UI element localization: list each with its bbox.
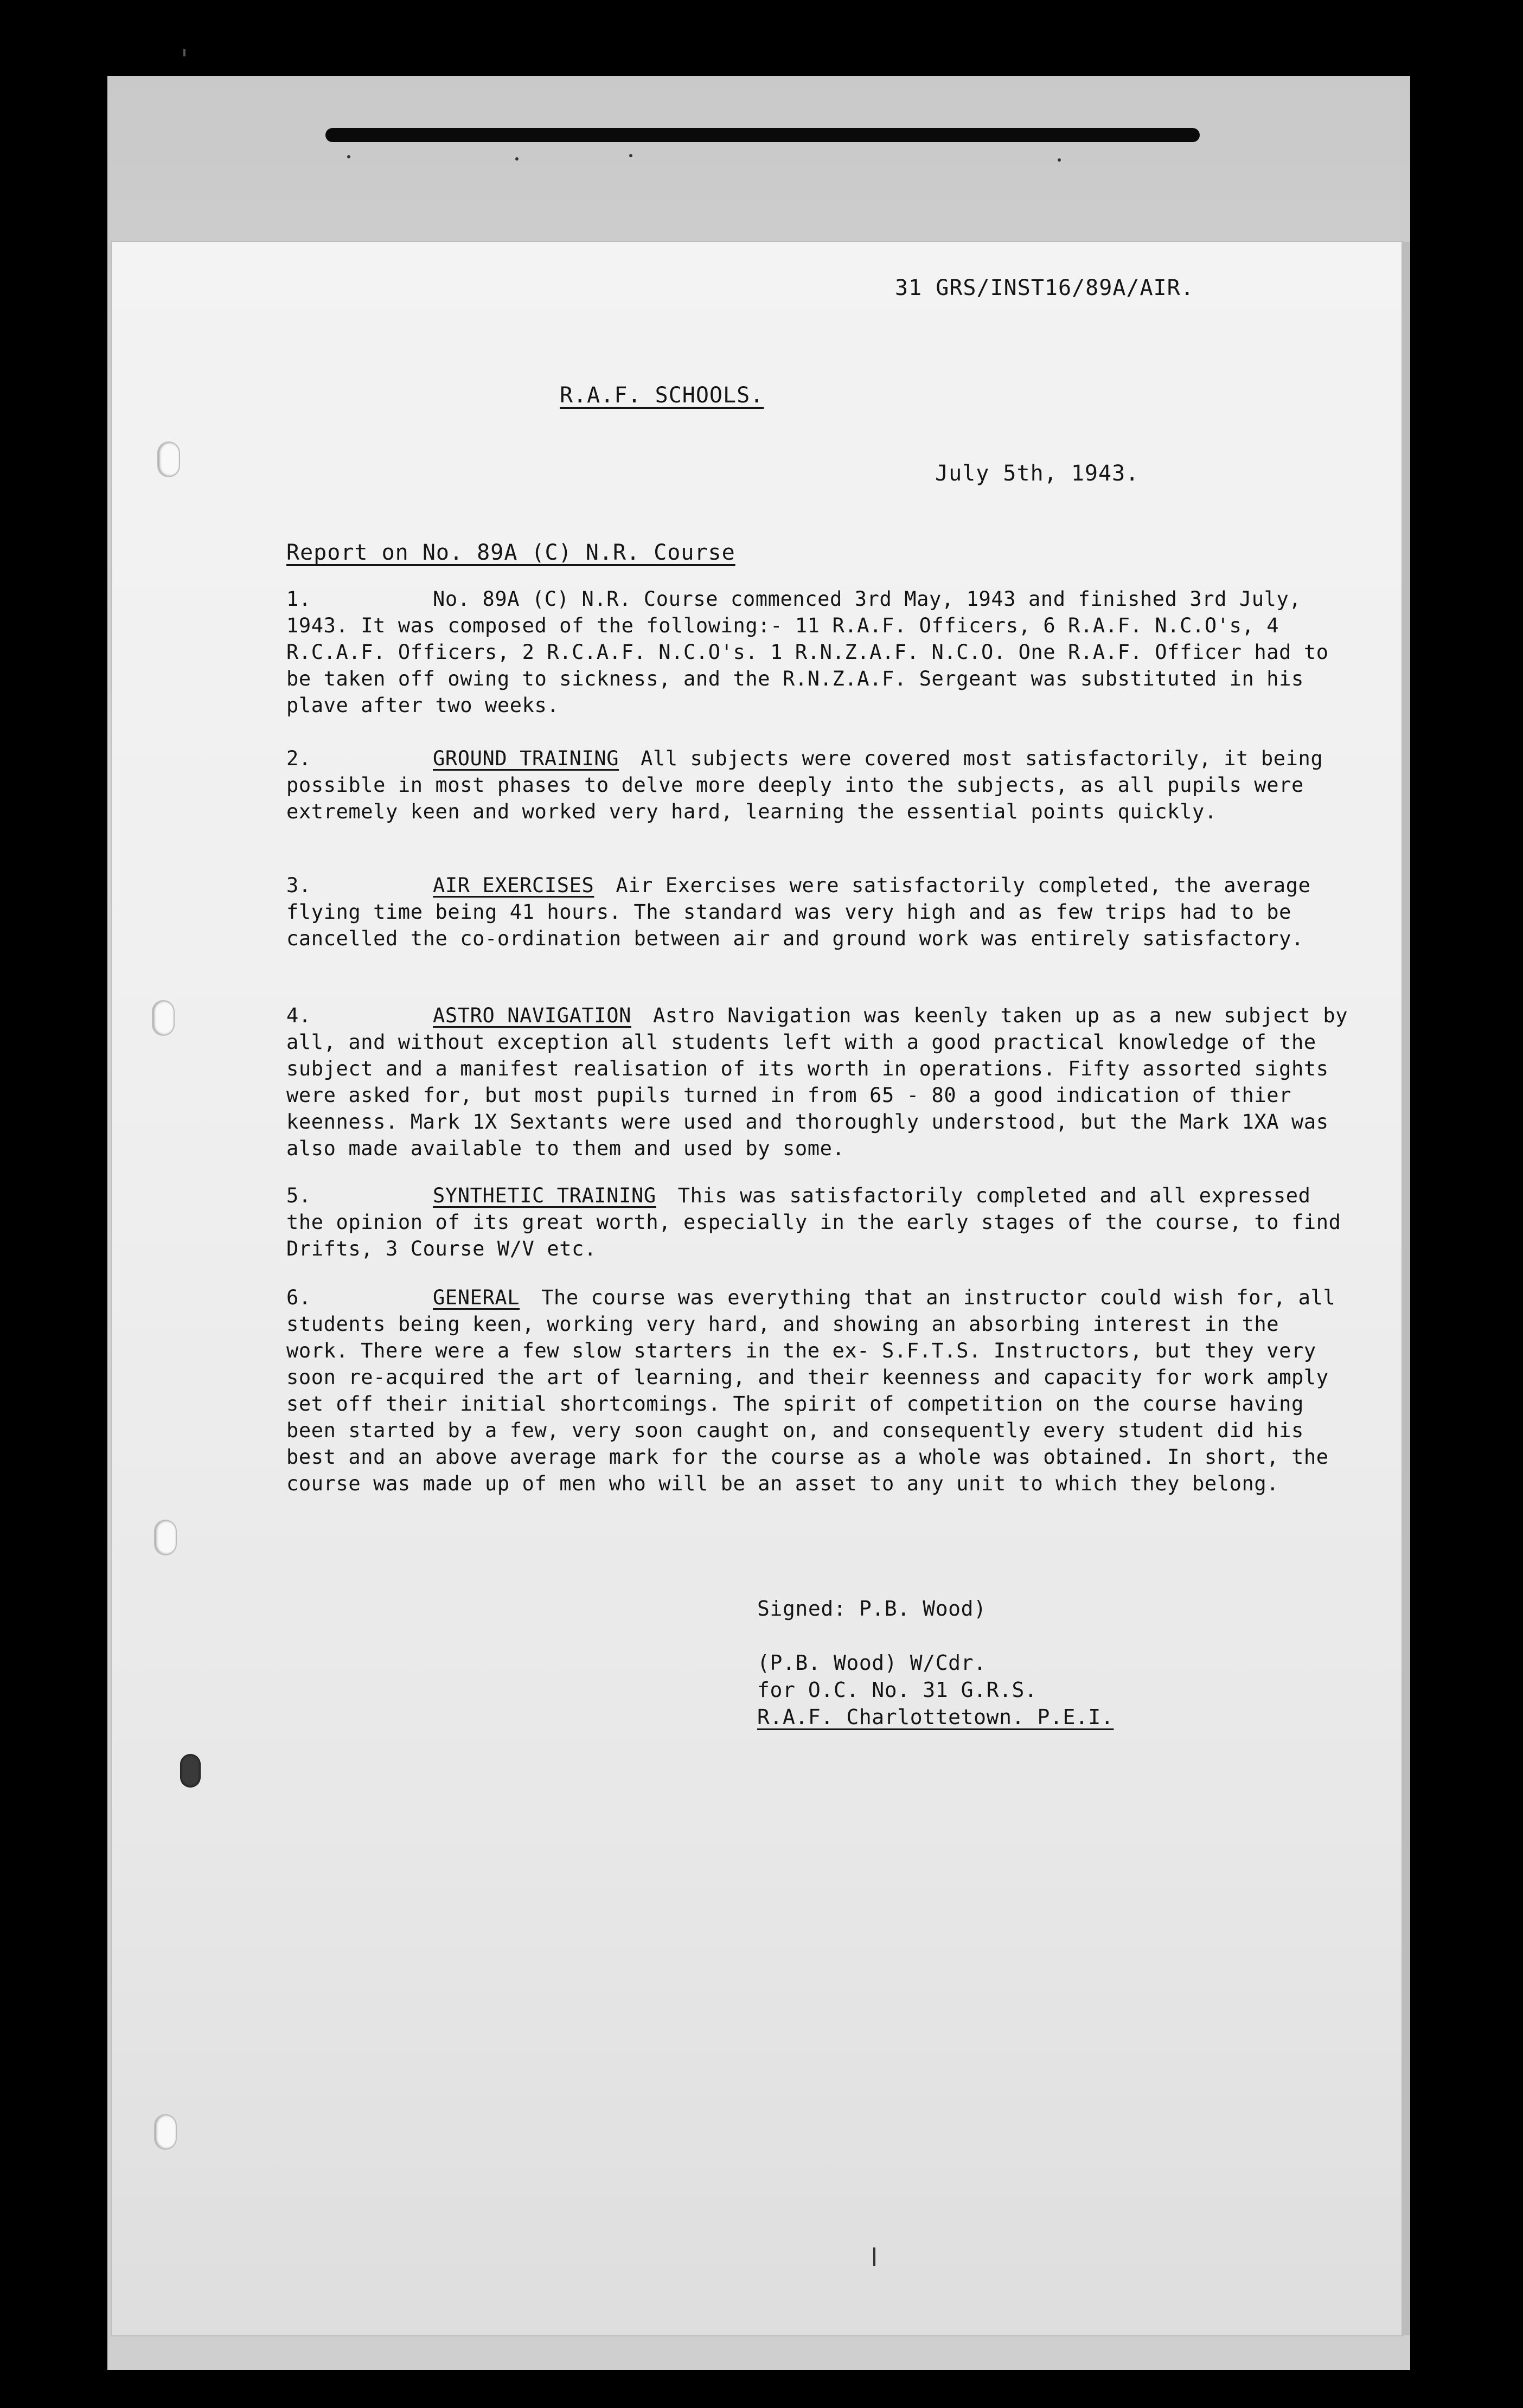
file-reference: 31 GRS/INST16/89A/AIR. [895,276,1194,300]
paragraph-number: 6. [286,1286,311,1309]
paragraph-text: Astro Navigation was keenly taken up as a new subject by all, and without exception all students left with a good practical knowledge of the subject and a manifest realisation of its worth in operations. Fifty assorted sights were asked for, but most pupils turned in from 65 - 80 a good indication of thier keenness. Mark 1X Sextants were used and thoroughly understood, but the Mark 1XA was also made available to them and used by some. [286,1004,1348,1160]
page-edge-shadow [1402,242,1410,2335]
punch-hole [180,1754,201,1788]
paragraph-4 [286,1002,1349,1162]
paragraph-2 [286,745,1349,825]
signatory-station: R.A.F. Charlottetown. P.E.I. [757,1705,1114,1729]
paragraph-1 [286,586,1349,719]
paragraph-3 [286,872,1349,952]
paragraph-text: The course was everything that an instructor could wish for, all students being keen, working very hard, and showing an absorbing interest in the work. There were a few slow starters in the ex- S.F.T.S. Instructors, but they very soon re-acquired the art of learning, and their keenness and capacity for work amply set off their initial shortcomings. The spirit of competition on the course having been started by a few, very soon caught on, and consequently every student did his best and an above average mark for the course as a whole was obtained. In short, the course was made up of men who will be an asset to any unit to which they belong. [286,1286,1336,1495]
film-scratch [873,2247,875,2266]
paragraph-text: No. 89A (C) N.R. Course commenced 3rd May, 1943 and finished 3rd July, 1943. It was composed of the following:- 11 R.A.F. Officers, 6 R.A.F. N.C.O's, 4 R.C.A.F. Officers, 2 R.C.A.F. N.C.O's. 1 R.N.Z.A.F. N.C.O. One R.A.F. Officer had to be taken off owing to sickness, and the R.N.Z.A.F. Sergeant was substituted in his plave after two weeks. [286,587,1329,717]
paragraph-5 [286,1182,1349,1262]
paragraph-number: 4. [286,1004,311,1027]
punch-hole [153,1001,174,1035]
punch-hole [158,443,179,476]
paragraph-title: ASTRO NAVIGATION [433,1004,632,1027]
punch-hole [155,1521,176,1554]
document-date: July 5th, 1943. [935,461,1140,486]
paragraph-number: 1. [286,587,311,611]
paragraph-6 [286,1284,1349,1497]
signatory-name-rank: (P.B. Wood) W/Cdr. [757,1651,987,1675]
paragraph-title: GENERAL [433,1286,520,1309]
paragraph-number: 3. [286,874,311,897]
paragraph-title: SYNTHETIC TRAINING [433,1184,656,1207]
paper-specks [347,153,1106,164]
report-subject: Report on No. 89A (C) N.R. Course [286,540,735,565]
punch-hole [155,2115,176,2149]
film-scratch [183,49,185,56]
paragraph-number: 5. [286,1184,311,1207]
signed-line: Signed: P.B. Wood) [757,1597,987,1621]
paragraph-text: Air Exercises were satisfactorily completed, the average flying time being 41 hours. The standard was very high and as few trips had to be cancelled the co-ordination between air and ground work was entirely satisfactory. [286,874,1311,950]
signatory-for-line: for O.C. No. 31 G.R.S. [757,1678,1038,1702]
paragraph-title: GROUND TRAINING [433,747,619,770]
paragraph-text: All subjects were covered most satisfactorily, it being possible in most phases to delve more deeply into the subjects, as all pupils were extremely keen and worked very hard, learning the essential points quickly. [286,747,1323,823]
paragraph-number: 2. [286,747,311,770]
paragraph-title: AIR EXERCISES [433,874,594,897]
redaction-bar [325,128,1200,142]
document-heading: R.A.F. SCHOOLS. [560,383,764,408]
paragraph-text: This was satisfactorily completed and all expressed the opinion of its great worth, especially in the early stages of the course, to find Drifts, 3 Course W/V etc. [286,1184,1341,1260]
